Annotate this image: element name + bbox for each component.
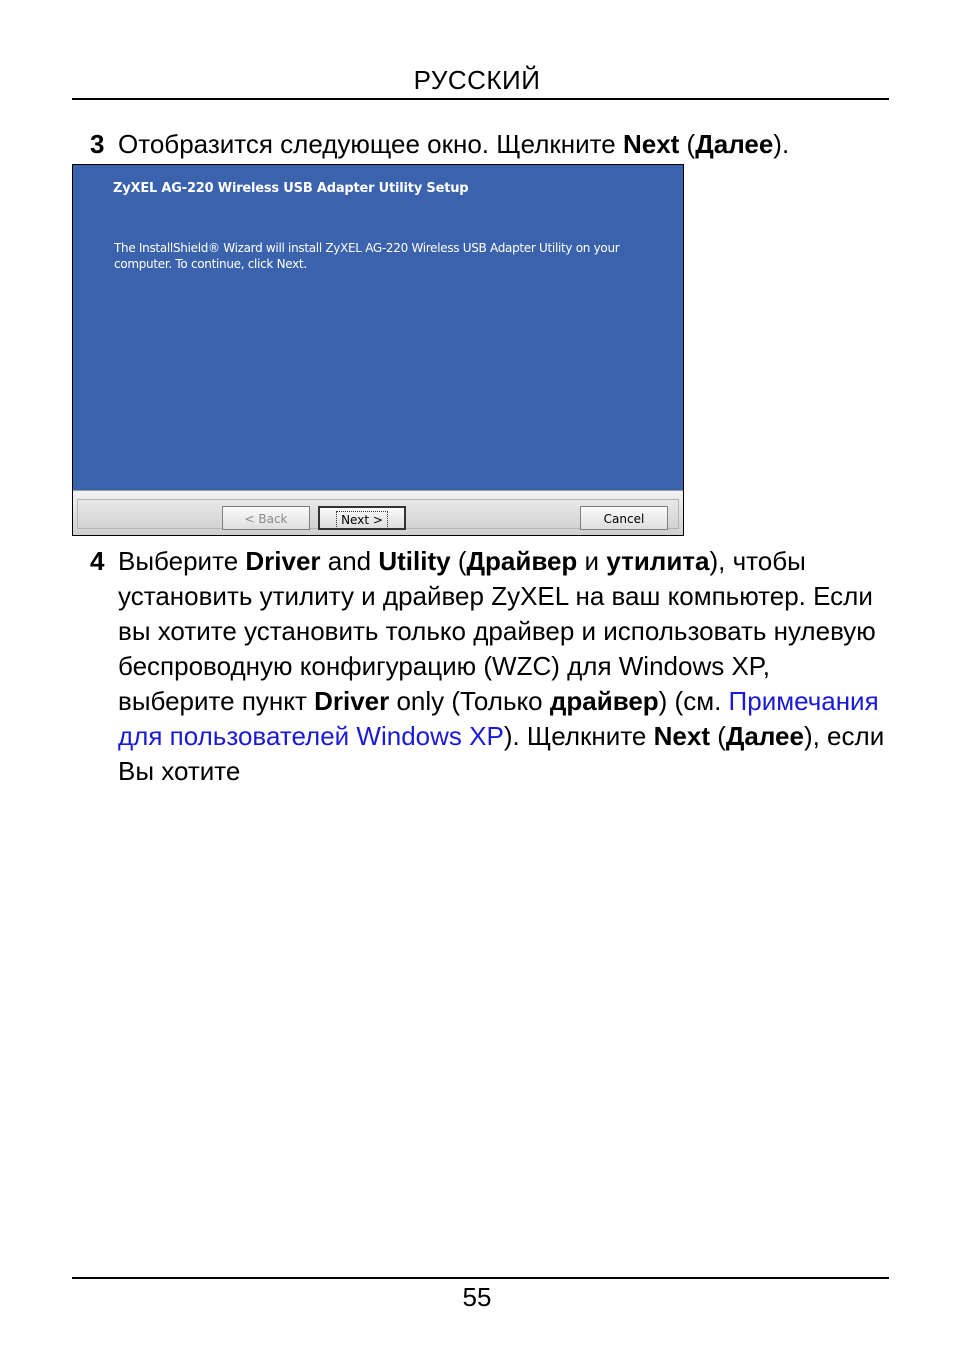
bold-run: Driver: [245, 546, 321, 576]
bold-run: Next: [622, 129, 680, 159]
step-text: [118, 127, 890, 162]
back-button[interactable]: < Back: [222, 506, 310, 530]
text-run: и: [577, 546, 607, 576]
bold-run: Далее: [695, 129, 774, 159]
step-text: [118, 544, 890, 789]
text-run: ), если Вы хотите: [118, 721, 885, 786]
wizard-title: ZyXEL AG-220 Wireless USB Adapter Utility Setup: [113, 181, 469, 196]
setup-wizard-screenshot: [72, 164, 684, 536]
text-run: ) (см.: [658, 686, 729, 716]
bold-run: драйвер: [549, 686, 659, 716]
page-header-title: РУССКИЙ: [413, 65, 541, 95]
footer-rule: [72, 1277, 889, 1279]
next-button[interactable]: [318, 506, 406, 530]
bold-run: Next: [653, 721, 710, 751]
next-button-label: Next >: [336, 511, 388, 529]
wizard-button-bar: [73, 490, 683, 535]
step-number: 4: [90, 546, 105, 576]
bold-run: утилита: [606, 546, 710, 576]
page-number: 55: [462, 1282, 492, 1312]
cancel-button[interactable]: Cancel: [580, 506, 668, 530]
bold-run: Драйвер: [466, 546, 578, 576]
text-run: (: [450, 546, 467, 576]
text-run: Отобразится следующее окно. Щелкните: [118, 129, 623, 159]
bold-run: Driver: [314, 686, 390, 716]
text-run: only (Только: [389, 686, 550, 716]
text-run: (: [709, 721, 726, 751]
step-4: [90, 544, 890, 789]
bold-run: Далее: [725, 721, 804, 751]
text-run: ).: [773, 129, 790, 159]
header-rule: [72, 98, 889, 100]
step-number: 3: [90, 129, 105, 159]
button-bar-groove: [77, 499, 679, 529]
windows-xp-notes-link[interactable]: Примечания для пользователей Windows XP: [118, 686, 879, 751]
text-run: (: [679, 129, 696, 159]
bold-run: Utility: [378, 546, 451, 576]
text-run: Выберите: [118, 546, 246, 576]
step-3: [90, 127, 890, 162]
text-run: and: [320, 546, 379, 576]
text-run: ). Щелкните: [503, 721, 654, 751]
text-run: ), чтобы установить утилиту и драйвер ZyXEL на ваш компьютер. Если вы хотите установить только драйвер и использовать нулевую беспроводную конфигурацию (WZC) для Windows XP, выберите пункт: [118, 546, 876, 716]
wizard-description: The InstallShield® Wizard will install ZyXEL AG-220 Wireless USB Adapter Utility on your computer. To continue, click Next.: [114, 241, 620, 271]
